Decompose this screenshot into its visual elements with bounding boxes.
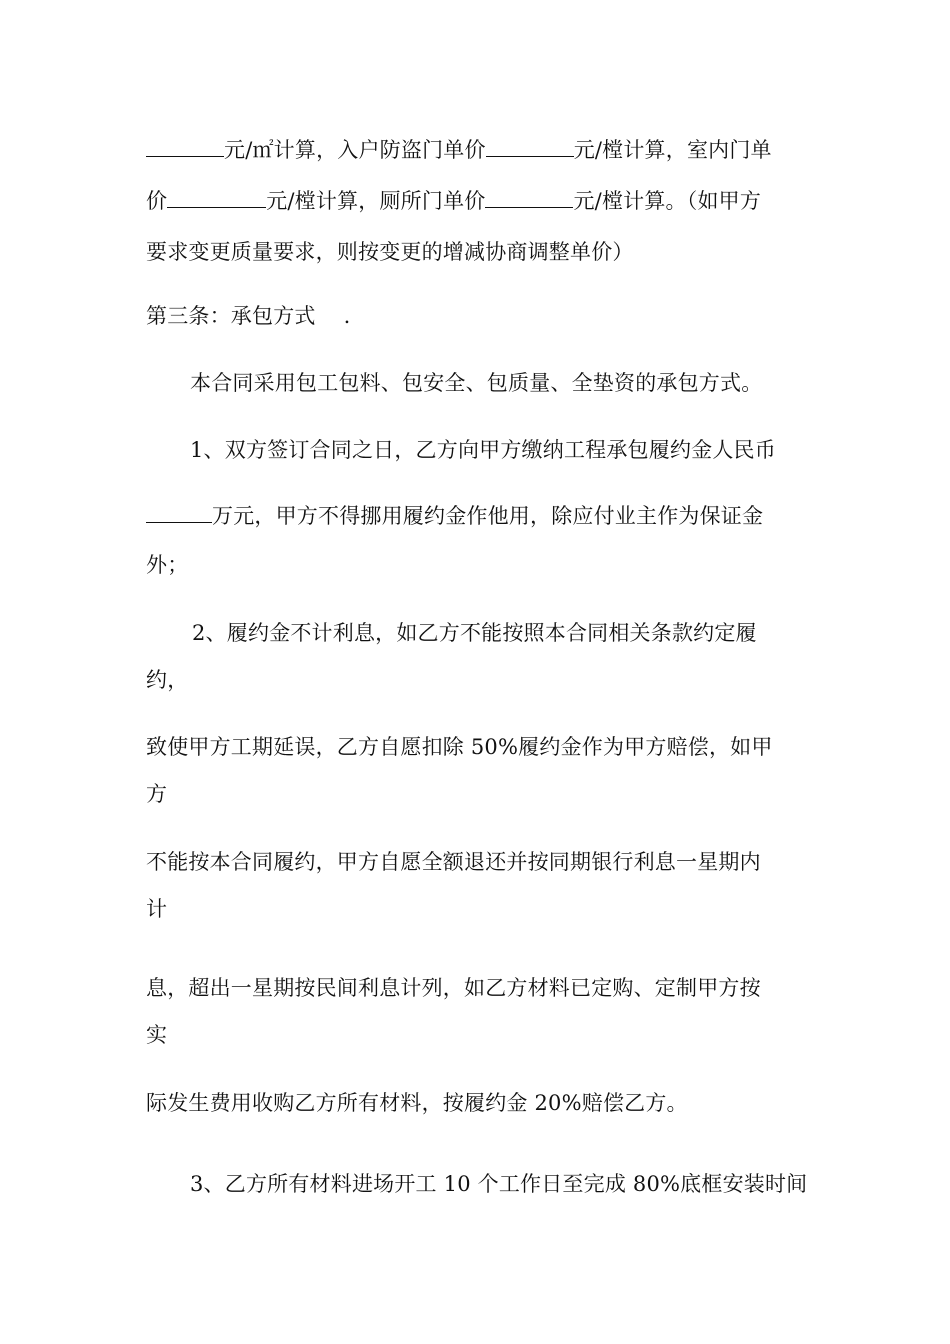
fill-blank bbox=[486, 136, 574, 157]
text-line bbox=[146, 187, 761, 215]
fill-blank bbox=[146, 502, 212, 523]
text-span: 元/樘计算，厕所门单价 bbox=[266, 189, 486, 213]
text-line: 方 bbox=[146, 782, 168, 806]
text-line: 1、双方签订合同之日，乙方向甲方缴纳工程承包履约金人民币 bbox=[190, 438, 776, 462]
paragraph: 本合同采用包工包料、包安全、包质量、全垫资的承包方式。 bbox=[190, 371, 763, 395]
text-line: 约， bbox=[146, 668, 189, 692]
text-span: 价 bbox=[146, 189, 168, 213]
text-line bbox=[146, 502, 763, 530]
text-span: 万元，甲方不得挪用履约金作他用，除应付业主作为保证金 bbox=[212, 504, 764, 528]
text-line: 外； bbox=[146, 553, 189, 577]
text-span: 元/樘计算。（如甲方 bbox=[573, 189, 762, 213]
fill-blank bbox=[146, 136, 224, 157]
text-span: 元/㎡计算，入户防盗门单价 bbox=[224, 138, 486, 162]
text-line: 计 bbox=[146, 897, 168, 921]
text-line: 要求变更质量要求，则按变更的增减协商调整单价） bbox=[146, 240, 634, 264]
text-line: 实 bbox=[146, 1023, 168, 1047]
fill-blank bbox=[167, 187, 266, 208]
text-line: 致使甲方工期延误，乙方自愿扣除 50%履约金作为甲方赔偿，如甲 bbox=[146, 735, 773, 759]
fill-blank bbox=[485, 187, 573, 208]
text-span: 元/樘计算，室内门单 bbox=[573, 138, 772, 162]
text-line bbox=[146, 136, 772, 164]
text-line: 2、履约金不计利息，如乙方不能按照本合同相关条款约定履 bbox=[192, 621, 757, 645]
text-line: 3、乙方所有材料进场开工 10 个工作日至完成 80%底框安装时间 bbox=[190, 1172, 808, 1196]
text-line: 际发生费用收购乙方所有材料，按履约金 20%赔偿乙方。 bbox=[146, 1091, 688, 1115]
section-heading: 第三条：承包方式 . bbox=[146, 304, 351, 328]
text-line: 不能按本合同履约，甲方自愿全额退还并按同期银行利息一星期内 bbox=[146, 850, 761, 874]
text-line: 息，超出一星期按民间利息计列，如乙方材料已定购、定制甲方按 bbox=[146, 976, 761, 1000]
